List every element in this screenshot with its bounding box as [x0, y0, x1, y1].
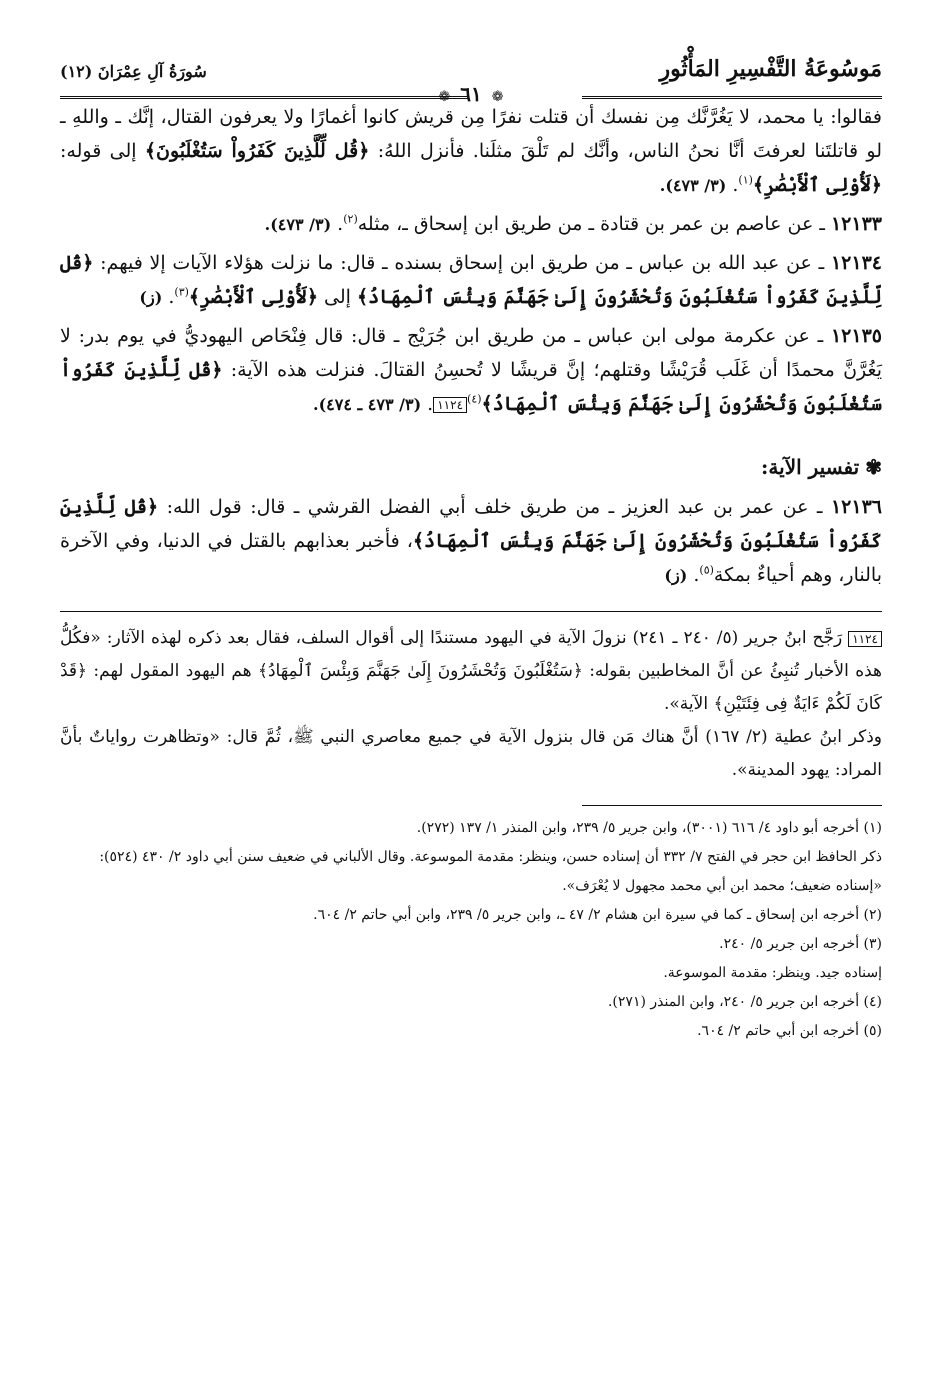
narration-text: ـ عن عمر بن عبد العزيز ـ من طريق خلف أبي الفضل القرشي ـ قال: قول الله: — [166, 496, 823, 518]
footnote: (٤) أخرجه ابن جرير ٥/ ٢٤٠، وابن المنذر (٢٧١). — [607, 994, 882, 1010]
volume-ref: (٣/ ٤٧٣). — [264, 215, 332, 234]
narration-number: ١٢١٣٤ — [830, 252, 882, 274]
narration-text: ـ عن عكرمة مولى ابن عباس ـ من طريق ابن جُرَيْج ـ قال: قال فِنْحَاص اليهوديُّ في يوم بدر: لا يَغُرَّنَّ محمدًا أن غَلَب قُرَيْشًا وقتلهم؛ إنَّ قريشًا لا تُحسِنُ القتالَ. فنزلت هذه الآية: — [60, 325, 882, 381]
commentary-link-box[interactable]: ١١٢٤ — [433, 397, 467, 413]
commentary-number-box: ١١٢٤ — [848, 631, 882, 647]
ornament-icon: ❁ — [438, 89, 451, 105]
book-title: مَوسُوعَةُ التَّفْسِيرِ المَأْثُورِ — [659, 56, 882, 82]
footnote-divider — [582, 805, 882, 806]
commentary-text: وذكر ابنُ عطية (٢/ ١٦٧) أنَّ هناك مَن قال بنزول الآية في جميع معاصري النبي ﷺ، ثُمَّ قال: «وتظاهرت رواياتٌ بأنَّ المراد: يهود المدينة». — [60, 727, 882, 780]
footnotes — [60, 814, 882, 1046]
narration-text-2: إلى — [324, 286, 351, 308]
commentary-block — [60, 622, 882, 787]
footnote-marker: (٥) — [699, 563, 714, 577]
narration-12135: ١٢١٣٥ ـ عن عكرمة مولى ابن عباس ـ من طريق ابن جُرَيْج ـ قال: قال فِنْحَاص اليهوديُّ في يوم بدر: لا يَغُرَّنَّ محمدًا أن غَلَب قُرَيْشًا وقتلهم؛ إنَّ قريشًا لا تُحسِنُ القتالَ. فنزلت هذه الآية: ﴿قُل لِّلَّذِينَ كَفَرُواْ سَتُغْلَبُونَ وَتُحْشَرُونَ إِلَىٰ جَهَنَّمَ وَبِئْسَ ٱلْمِهَادُ﴾$^{(٤)}$١١٢٤. (٣/ ٤٧٣ ـ ٤٧٤). — [60, 325, 882, 415]
footnote: (٣) أخرجه ابن جرير ٥/ ٢٤٠. — [719, 936, 882, 952]
page-number: ٦١ — [460, 82, 482, 106]
commentary-paragraph — [60, 721, 882, 787]
sura-label: سُورَةُ آلِ عِمْرَانَ (١٢) — [60, 62, 207, 81]
footnote-marker: (١) — [738, 173, 753, 187]
narration-12136: ١٢١٣٦ ـ عن عمر بن عبد العزيز ـ من طريق خلف أبي الفضل القرشي ـ قال: قول الله: ﴿قُل لِّلَّذِينَ كَفَرُواْ سَتُغْلَبُونَ وَتُحْشَرُونَ إِلَىٰ جَهَنَّمَ وَبِئْسَ ٱلْمِهَادُ﴾، فأخبر بعذابهم بالقتل في الدنيا، وفي الآخرة بالنار، وهم أحياءٌ بمكة$^{(٥)}$. (ز) — [60, 496, 882, 586]
narration-number: ١٢١٣٣ — [830, 213, 882, 235]
narration-number: ١٢١٣٥ — [830, 325, 882, 347]
narration-12133: ١٢١٣٣ ـ عن عاصم بن عمر بن قتادة ـ من طريق ابن إسحاق ـ، مثله$^{(٢)}$. (٣/ ٤٧٣). — [264, 212, 882, 235]
page-number-group — [60, 82, 882, 106]
quran-quote: ﴿قُل لِّلَّذِينَ كَفَرُواْ سَتُغْلَبُونَ وَتُحْشَرُونَ إِلَىٰ جَهَنَّمَ وَبِئْسَ ٱلْمِهَادُ﴾ — [60, 252, 882, 308]
flower-icon: ✾ — [865, 455, 882, 479]
page — [60, 52, 882, 1046]
page-header — [60, 52, 882, 106]
main-text — [60, 100, 882, 593]
volume-ref: (٣/ ٤٧٣ ـ ٤٧٤). — [313, 395, 422, 414]
commentary-paragraph — [60, 622, 882, 721]
intro-text: فقالوا: يا محمد، لا يَغُرَّنَّك مِن نفسك أن قتلت نفرًا مِن قريش كانوا أغمارًا ولا يعرفون القتال، إنَّك ـ واللهِ ـ لو قاتلتَنا لعرفتَ أنَّا نحنُ الناس، وأنَّك لم تَلْقَ مثلَنا. فأنزل اللهُ: — [60, 106, 883, 162]
volume-ref: (ز) — [664, 566, 688, 585]
narration-text-2: ، فأخبر بعذابهم بالقتل في الدنيا، وفي الآخرة بالنار، وهم أحياءٌ بمكة — [60, 530, 882, 586]
footnote-marker: (٣) — [174, 285, 189, 299]
section-heading — [60, 450, 882, 484]
footnote: (٢) أخرجه ابن إسحاق ـ كما في سيرة ابن هشام ٢/ ٤٧ ـ، وابن جرير ٥/ ٢٣٩، وابن أبي حاتم ٢/ ٦٠٤. — [313, 907, 882, 923]
footnote: (٥) أخرجه ابن أبي حاتم ٢/ ٦٠٤. — [697, 1023, 882, 1039]
commentary-text: رَجَّح ابنُ جرير (٥/ ٢٤٠ ـ ٢٤١) نزولَ الآية في اليهود مستندًا إلى أقوال السلف، فقال بعد ذكره لهذه الآثار: «فكُلُّ هذه الأخبار تُنبِئُ عن أنَّ المخاطبين بقوله: ﴿سَتُغْلَبُونَ وَتُحْشَرُونَ إِلَىٰ جَهَنَّمَ وَبِئْسَ ٱلْمِهَادُ﴾ هم اليهود المقول لهم: ﴿قَدْ كَانَ لَكُمْ ءَايَةٌ فِى فِئَتَيْنِ﴾ الآية». — [60, 628, 882, 714]
quran-quote: ﴿قُل لِّلَّذِينَ كَفَرُواْ سَتُغْلَبُونَ﴾ — [144, 140, 370, 162]
footnote: إسناده جيد. وينظر: مقدمة الموسوعة. — [663, 965, 882, 981]
narration-text: ـ عن عبد الله بن عباس ـ من طريق ابن إسحاق بسنده ـ قال: ما نزلت هؤلاء الآيات إلا فيهم: — [100, 252, 825, 274]
section-title: تفسير الآية: — [761, 455, 860, 479]
ornament-icon: ❁ — [491, 89, 504, 105]
narration-number: ١٢١٣٦ — [830, 496, 882, 518]
footnote-marker: (٤) — [467, 392, 482, 406]
footnote-marker: (٢) — [343, 212, 358, 226]
volume-ref: (ز) — [139, 288, 163, 307]
intro-text-2: إلى قوله: — [60, 140, 137, 162]
quran-quote: ﴿قُل لِّلَّذِينَ كَفَرُواْ سَتُغْلَبُونَ وَتُحْشَرُونَ إِلَىٰ جَهَنَّمَ وَبِئْسَ ٱلْمِهَادُ﴾ — [60, 359, 882, 415]
quran-quote: ﴿قُل لِّلَّذِينَ كَفَرُواْ سَتُغْلَبُونَ وَتُحْشَرُونَ إِلَىٰ جَهَنَّمَ وَبِئْسَ ٱلْمِهَادُ﴾ — [60, 496, 882, 552]
quran-quote: ﴿لَأُوْلِى ٱلْأَبْصَٰرِ﴾ — [188, 286, 318, 308]
narration-12134: ١٢١٣٤ ـ عن عبد الله بن عباس ـ من طريق ابن إسحاق بسنده ـ قال: ما نزلت هؤلاء الآيات إلا فيهم: ﴿قُل لِّلَّذِينَ كَفَرُواْ سَتُغْلَبُونَ وَتُحْشَرُونَ إِلَىٰ جَهَنَّمَ وَبِئْسَ ٱلْمِهَادُ﴾ إلى ﴿لَأُوْلِى ٱلْأَبْصَٰرِ﴾$^{(٣)}$. (ز) — [60, 252, 882, 308]
paragraph-intro: فقالوا: يا محمد، لا يَغُرَّنَّك مِن نفسك أن قتلت نفرًا مِن قريش كانوا أغمارًا ولا يعرفون القتال، إنَّك ـ واللهِ ـ لو قاتلتَنا لعرفتَ أنَّا نحنُ الناس، وأنَّك لم تَلْقَ مثلَنا. فأنزل اللهُ: ﴿قُل لِّلَّذِينَ كَفَرُواْ سَتُغْلَبُونَ﴾ إلى قوله: ﴿لَأُوْلِى ٱلْأَبْصَٰرِ﴾$^{(١)}$. (٣/ ٤٧٣). — [60, 106, 883, 196]
quran-quote: ﴿لَأُوْلِى ٱلْأَبْصَٰرِ﴾ — [752, 174, 882, 196]
footnote: ذكر الحافظ ابن حجر في الفتح ٧/ ٣٣٢ أن إسناده حسن، وينظر: مقدمة الموسوعة. وقال الألباني في ضعيف سنن أبي داود ٢/ ٤٣٠ (٥٢٤): «إسناده ضعيف؛ محمد ابن أبي محمد مجهول لا يُعْرَف». — [99, 849, 882, 894]
volume-ref: (٣/ ٤٧٣). — [659, 176, 727, 195]
footnote: (١) أخرجه أبو داود ٤/ ٦١٦ (٣٠٠١)، وابن جرير ٥/ ٢٣٩، وابن المنذر ١/ ١٣٧ (٢٧٢). — [416, 820, 882, 836]
commentary-divider — [60, 611, 882, 612]
narration-text: ـ عن عاصم بن عمر بن قتادة ـ من طريق ابن إسحاق ـ، مثله — [357, 213, 825, 235]
